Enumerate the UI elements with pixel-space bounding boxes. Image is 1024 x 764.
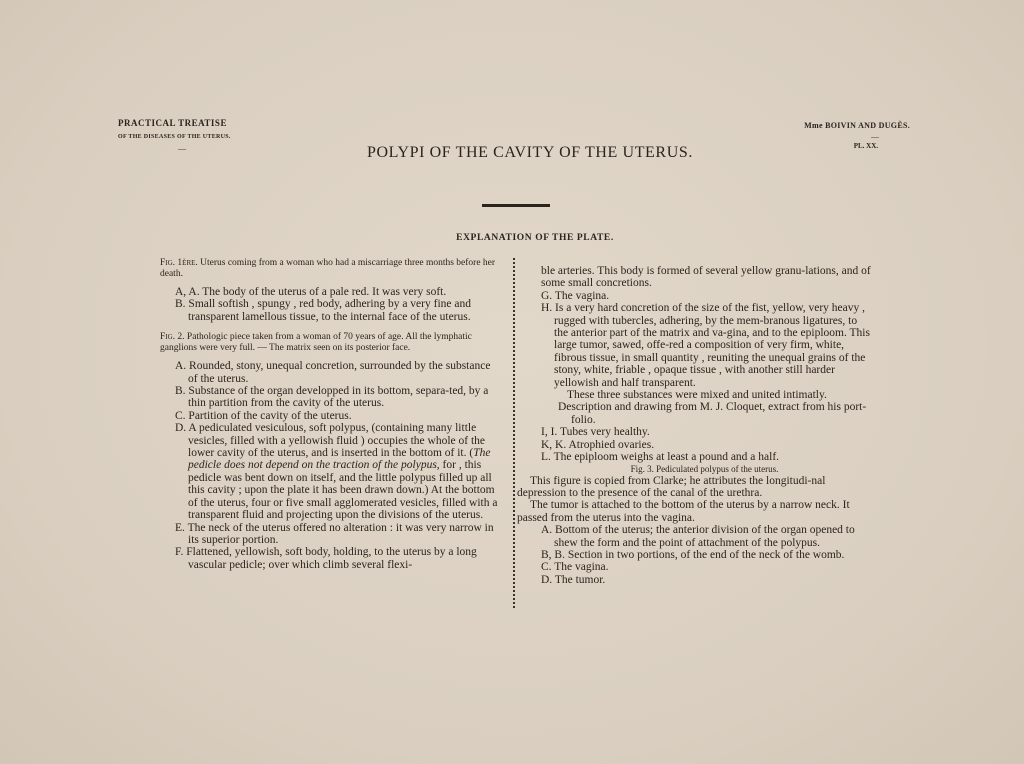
fig2-label: Fig. 2. [160,332,185,343]
fig2-item-d [160,422,500,521]
fig2-caption-text: Pathologic piece taken from a woman of 70 years of age. All the lymphatic ganglions were very full. — The matrix seen on its posterior face. [160,332,472,353]
paragraph-clarke: This figure is copied from Clarke; he attributes the longitudi-nal depression to the presence of the canal of the urethra. [517,474,826,499]
header-left-subtitle: OF THE DISEASES OF THE UTERUS. [118,134,231,140]
fig3-item-c: C. The vagina. [541,561,609,574]
section-subtitle: EXPLANATION OF THE PLATE. [456,233,614,243]
item-g: G. The vagina. [541,289,610,302]
column-divider [513,258,515,608]
fig3-item-b: B, B. Section in two portions, of the end of the neck of the womb. [541,548,845,561]
title-rule [482,204,550,207]
header-right [800,121,910,150]
fig2-item-a: A. Rounded, stony, unequal concretion, surrounded by the substance of the uterus. [175,360,491,385]
page-title: POLYPI OF THE CAVITY OF THE UTERUS. [367,144,693,161]
fig2-item-b: B. Substance of the organ developped in its bottom, separa-ted, by a thin partition from the cavity of the uterus. [175,385,489,410]
fig3-item-d: D. The tumor. [541,573,606,586]
left-column [160,258,500,571]
fig1-item-a: A, A. The body of the uterus of a pale red. It was very soft. [175,286,447,298]
paragraph-tumor: The tumor is attached to the bottom of the uterus by a narrow neck. It passed from the uterus into the vagina. [517,499,850,524]
item-k: K, K. Atrophied ovaries. [541,438,655,451]
item-l: L. The epiploom weighs at least a pound and a half. [541,451,780,464]
item-h: H. Is a very hard concretion of the size of the fist, yellow, very heavy , rugged with tubercles, adhering, by the mem-branous ligatures, to the anterior part of the matrix and va-gina, and to the epiploom. This large tumor, sawed, offe-red a composition of very firm, white, fibrous tissue, in small quantity , reuniting the unequal grains of the stony, white, friable , opaque tissue , with another still harder yellowish and half transparent. [541,302,870,389]
fig2-item-c: C. Partition of the cavity of the uterus. [175,409,352,422]
these-substances: These three substances were mixed and united intimatly. [567,389,827,402]
right-column [517,265,872,586]
continuation-text: ble arteries. This body is formed of several yellow granu-lations, and of some small concretions. [541,265,871,290]
fig3-item-a: A. Bottom of the uterus; the anterior division of the organ opened to shew the form and the point of attachment of the polypus. [541,524,855,549]
header-left-title: PRACTICAL TREATISE [118,118,227,128]
description-credit: Description and drawing from M. J. Cloquet, extract from his port-folio. [558,401,867,426]
fig1-caption [160,258,500,279]
header-authors: Mme BOIVIN AND DUGÈS. [804,121,910,130]
fig1-caption-text: Uterus coming from a woman who had a miscarriage three months before her death. [160,258,496,279]
fig1-item-b: B. Small softish , spungy , red body, adhering by a very fine and transparent lamellous tissue, to the internal face of the uterus. [175,298,471,323]
header-right-dash: — [871,132,879,141]
fig2-item-f: F. Flattened, yellowish, soft body, holding, to the uterus by a long vascular pedicle; over which climb several flexi- [175,546,477,571]
fig2-item-d-italic: The pedicle does not depend on the traction of the polypus, [188,447,491,472]
fig1-label: Fig. 1ère. [160,258,198,268]
fig2-item-d-end: for , this pedicle was bent down on itself, and the little polypus filled up all this cavity ; upon the plate it has been drawn down.) At the bottom of the uterus, four or five small agglomerated vesicles, filled with a transparent fluid and projecting upon the divisions of the uterus. [188,459,498,522]
item-i: I, I. Tubes very healthy. [541,426,650,439]
fig3-label: Fig. 3. [630,463,654,474]
fig3-caption [537,464,872,475]
plate-number: PL. XX. [853,142,878,150]
fig2-item-e: E. The neck of the uterus offered no alteration : it was very narrow in its superior portion. [175,521,494,546]
fig3-caption-text: Pediculated polypus of the uterus. [656,463,779,474]
header-left [118,118,258,153]
header-left-dash: — [178,144,186,153]
fig2-item-d-start: D. A pediculated vesiculous, soft polypus, (containing many little vesicles, filled with a yellowish fluid ) occupies the whole of the lower cavity of the uterus, and is inserted in the bottom of it. ( [175,422,486,460]
fig2-caption [160,332,500,353]
